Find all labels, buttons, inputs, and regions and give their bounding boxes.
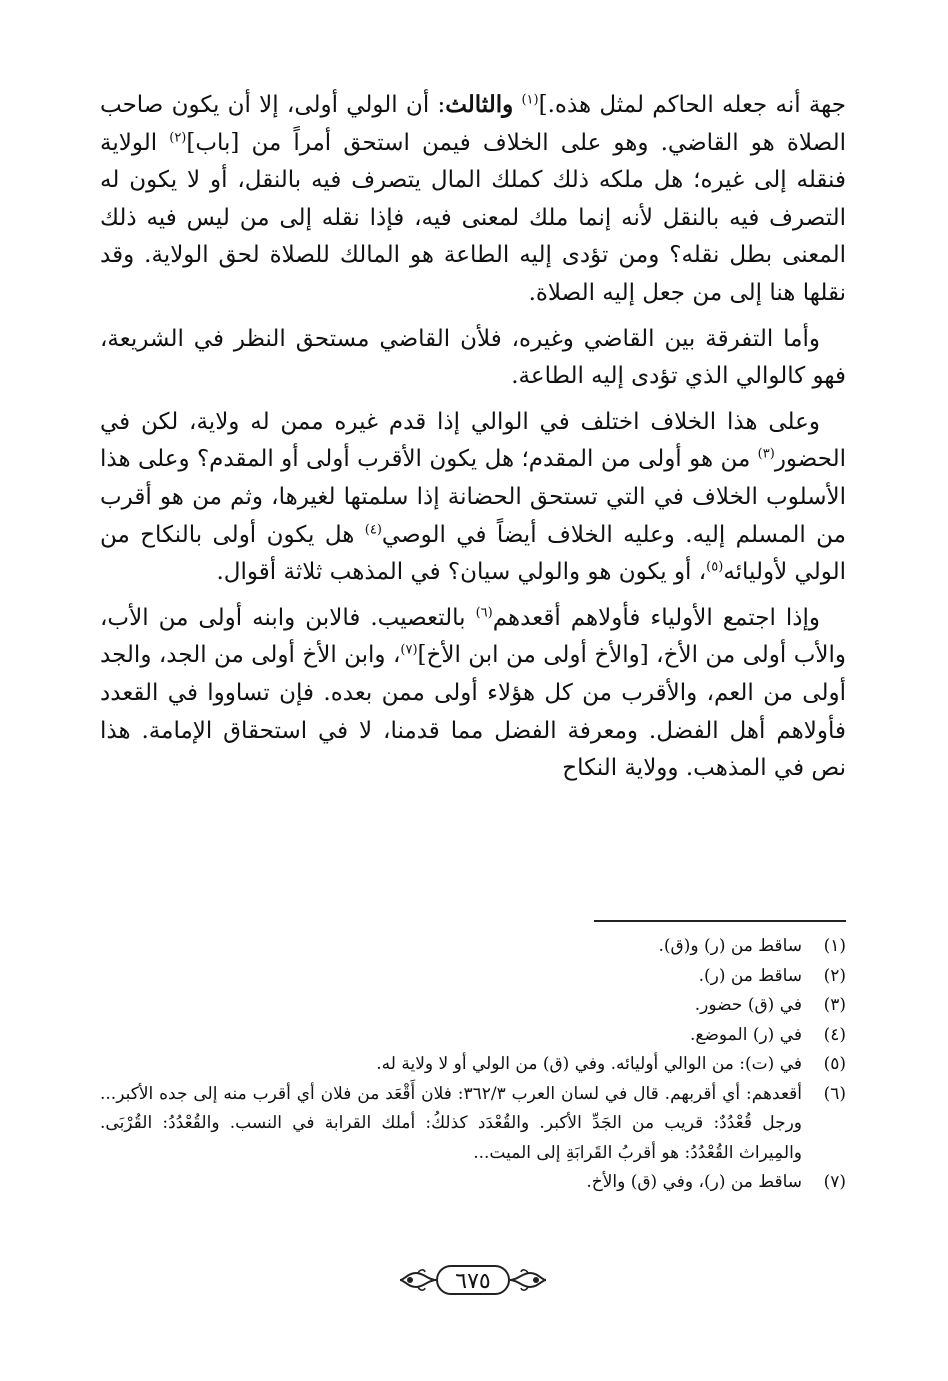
paragraph-4 (100, 600, 846, 788)
footnote-divider (594, 920, 846, 922)
footnote-number: (٢) (823, 965, 846, 986)
text-run: وعلى هذا الخلاف اختلف في الوالي إذا قدم غيره ممن له ولاية، لكن في الحضور (100, 408, 846, 473)
text-run: : أن الولي أولى، إلا أن يكون صاحب الصلاة هو القاضي. وهو على الخلاف فيمن استحق أمراً من [باب] (100, 92, 846, 156)
footnote-number: (٧) (823, 1172, 846, 1192)
paragraph-3 (100, 404, 846, 592)
footnote-ref[interactable]: (٢) (169, 129, 187, 145)
footnote-ref[interactable]: (٤) (364, 521, 382, 537)
text-run: من هو أولى من المقدم؛ هل يكون الأقرب أولى أو المقدم؟ وعلى هذا الأسلوب الخلاف في التي تستحق الحضانة إذا سلمتها لغيرها، وثم من هو أقرب من المسلم إليه. وعليه الخلاف أيضاً في الوصي (100, 446, 846, 548)
footnote-item (100, 1021, 846, 1051)
text-run: جهة أنه جعله الحاكم لمثل هذه.] (538, 92, 846, 118)
footnote-number: (١) (823, 936, 846, 956)
footnote-ref[interactable]: (٦) (475, 605, 493, 621)
footnote-text: في (ر) الموضع. (690, 1024, 802, 1045)
footnote-item (100, 991, 846, 1021)
footnote-text: ساقط من (ر). (698, 965, 802, 986)
floral-ornament-icon (508, 1267, 548, 1293)
text-run: ، وابن الأخ أولى من الجد، والجد أولى من العم، والأقرب من كل هؤلاء أولى ممن بعده. فإن تساووا في القعدد فأولاهم أهل الفضل. ومعرفة الفضل مما قدمنا، لا في استحقاق الإمامة. هذا نص في المذهب. وولاية النكاح (100, 642, 846, 782)
text-run: هل يكون أولى بالنكاح من الولي لأوليائه (100, 521, 846, 586)
paragraph-1 (100, 86, 846, 313)
text-run: ، أو يكون هو والولي سيان؟ في المذهب ثلاثة أقوال. (216, 559, 707, 586)
footnote-text: ساقط من (ر)، وفي (ق) والأخ. (586, 1172, 802, 1192)
text-run: وإذا اجتمع الأولياء فأولاهم أقعدهم (492, 604, 821, 631)
footnote-item (100, 1050, 846, 1080)
footnote-item (100, 932, 846, 962)
paragraph-2: وأما التفرقة بين القاضي وغيره، فلأن القاضي مستحق النظر في الشريعة، فهو كالوالي الذي تؤدى إليه الطاعة. (100, 325, 846, 390)
footnote-text: أقعدهم: أي أقربهم. قال في لسان العرب ٣٦٢/٣: فلان أَقْعَد من فلان أي أقرب منه إلى جده الأكبر... ورجل قُعْدُدٌ: قريب من الجَدِّ الأكبر. والقُعْدَد كذلكُ: أملك القرابة في النسب. والقُعْدُدُ: القُرْبَى. والمِيراث القُعْدُدُ: هو أقربُ القَرابَةِ إلى الميت... (100, 1083, 802, 1163)
floral-ornament-icon (398, 1267, 438, 1293)
footnotes (100, 932, 846, 1198)
footnote-number: (٣) (823, 995, 846, 1015)
footnote-ref[interactable]: (١) (521, 92, 539, 108)
footnote-item (100, 962, 846, 992)
page-number: ٦٧٥ (436, 1265, 510, 1295)
footnote-number: (٥) (823, 1054, 846, 1074)
text-run: بالتعصيب. فالابن وابنه أولى من الأب، والأب أولى من الأخ، [والأخ أولى من ابن الأخ] (100, 604, 846, 669)
footnote-text: ساقط من (ر) و(ق). (658, 936, 802, 956)
page-number-frame (398, 1255, 548, 1305)
footnote-ref[interactable]: (٥) (706, 559, 724, 575)
footnote-text: في (ق) حضور. (694, 995, 802, 1015)
footnote-item (100, 1080, 846, 1169)
footnote-number: (٦) (823, 1083, 846, 1104)
bold-term: والثالث (445, 91, 514, 118)
footnote-ref[interactable]: (٣) (757, 446, 775, 462)
footnote-number: (٤) (823, 1024, 846, 1045)
footnote-ref[interactable]: (٧) (400, 642, 418, 658)
main-text (100, 86, 846, 796)
text-run: الولاية فنقله إلى غيره؛ هل ملكه ذلك كملك المال يتصرف فيه بالنقل، أو لا يكون له التصرف فيه بالنقل لأنه إنما ملك لمعنى فيه، فإذا نقله إلى من ليس فيه ذلك المعنى بطل نقله؟ ومن تؤدى إليه الطاعة هو المالك للصلاة لحق الولاية. وقد نقلها هنا إلى من جعل إليه الصلاة. (100, 129, 846, 306)
footnote-text: في (ت): من الوالي أوليائه. وفي (ق) من الولي أو لا ولاية له. (376, 1054, 802, 1074)
footnote-item (100, 1168, 846, 1198)
